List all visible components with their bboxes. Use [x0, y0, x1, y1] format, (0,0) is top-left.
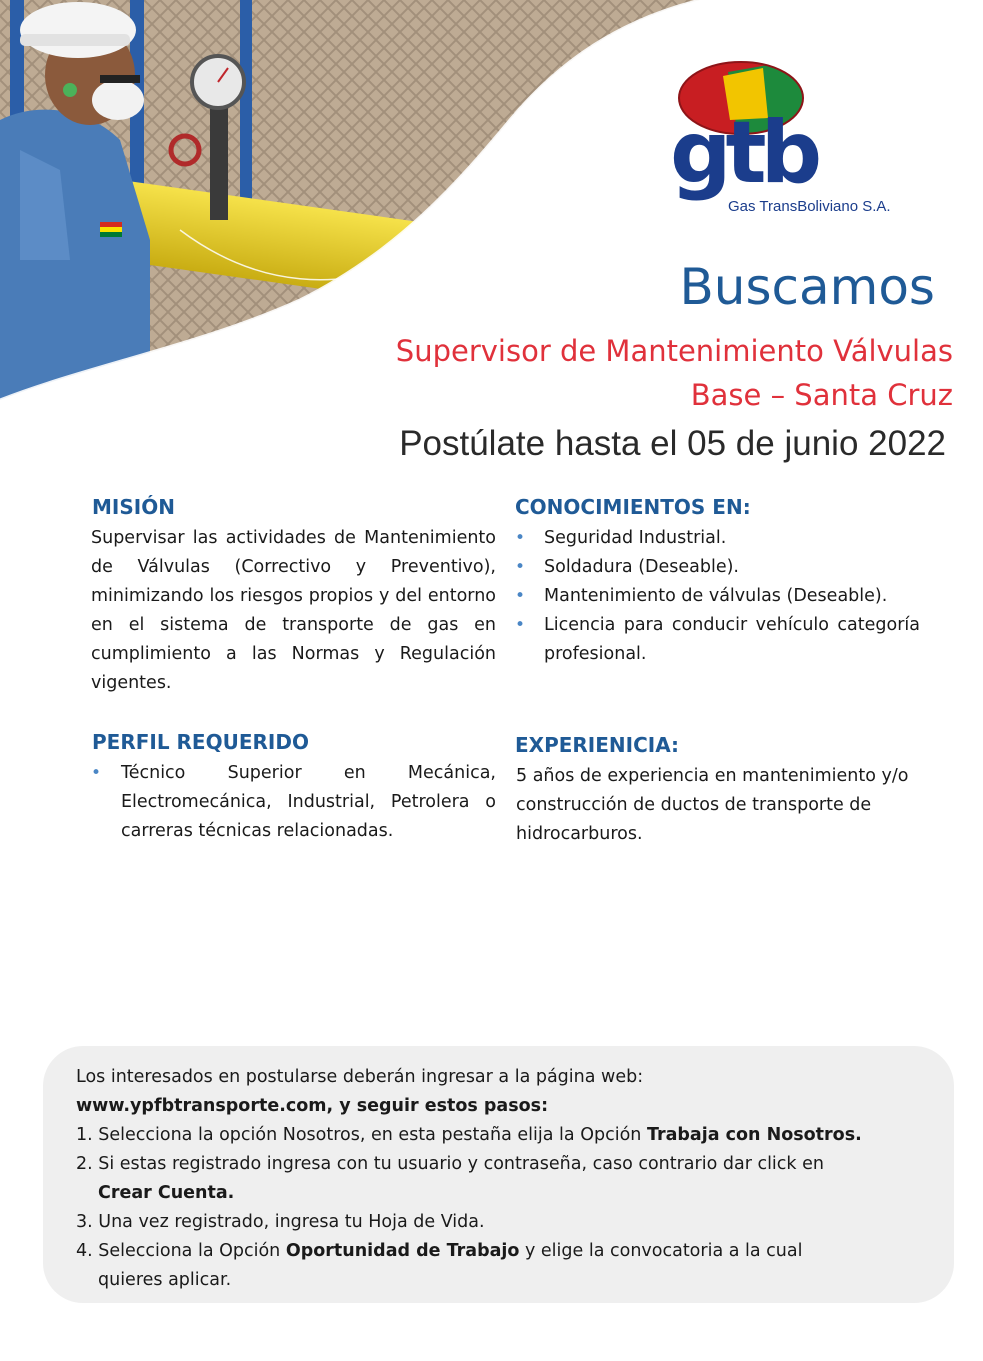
application-website — [76, 1092, 936, 1121]
conocimientos-item: • Soldadura (Deseable). — [515, 553, 920, 582]
step-4-text: 4. Selecciona la Opción — [76, 1241, 286, 1261]
experiencia-title: EXPERIENICIA: — [515, 733, 680, 757]
perfil-section — [91, 759, 496, 846]
mision-text: Supervisar las actividades de Mantenimiento de Válvulas (Correctivo y Preventivo), minimizando los riesgos propios y del entorno en el sistema de transporte de gas en cumplimiento a las Normas y Regulación vigentes. — [91, 528, 496, 693]
experiencia-text: 5 años de experiencia en mantenimiento y/o construcción de ductos de transporte de hidrocarburos. — [516, 766, 909, 844]
step-4-option: Oportunidad de Trabajo — [285, 1241, 520, 1261]
headline: Buscamos — [679, 258, 935, 316]
conocimientos-section — [515, 524, 920, 669]
mision-title: MISIÓN — [92, 495, 175, 519]
application-step-4 — [76, 1237, 936, 1266]
conocimientos-title: CONOCIMIENTOS EN: — [515, 495, 751, 519]
conocimientos-list — [515, 524, 920, 669]
application-step-2-cont — [76, 1179, 936, 1208]
company-logo — [668, 58, 908, 223]
position-title: Supervisor de Mantenimiento Válvulas — [395, 334, 953, 368]
application-step-3: 3. Una vez registrado, ingresa tu Hoja de Vida. — [76, 1212, 485, 1232]
logo-wordmark: gtb — [670, 103, 817, 203]
application-step-4-cont: quieres aplicar. — [98, 1270, 232, 1290]
perfil-title: PERFIL REQUERIDO — [92, 730, 309, 754]
perfil-item: • Técnico Superior en Mecánica, Electromecánica, Industrial, Petrolera o carreras técnicas relacionadas. — [91, 759, 496, 846]
application-step-2: 2. Si estas registrado ingresa con tu usuario y contraseña, caso contrario dar click en — [76, 1154, 824, 1174]
application-instructions — [76, 1063, 936, 1295]
website-link[interactable]: www.ypfbtransporte.com, y seguir estos pasos: — [76, 1096, 549, 1116]
position-base: Base – Santa Cruz — [690, 378, 953, 412]
step-1-text: 1. Selecciona la opción Nosotros, en esta pestaña elija la Opción — [76, 1125, 647, 1145]
conocimientos-item: • Licencia para conducir vehículo categoría profesional. — [515, 611, 920, 669]
step-4-text-end: y elige la convocatoria a la cual — [519, 1241, 803, 1261]
step-1-option: Trabaja con Nosotros. — [646, 1125, 862, 1145]
step-2-option: Crear Cuenta. — [98, 1183, 235, 1203]
logo-caption: Gas TransBoliviano S.A. — [728, 198, 891, 215]
conocimientos-item: • Seguridad Industrial. — [515, 524, 920, 553]
application-intro: Los interesados en postularse deberán ingresar a la página web: — [76, 1067, 644, 1087]
application-step-1 — [76, 1121, 936, 1150]
conocimientos-item: • Mantenimiento de válvulas (Deseable). — [515, 582, 920, 611]
deadline: Postúlate hasta el 05 de junio 2022 — [399, 424, 946, 463]
perfil-list — [91, 759, 496, 846]
